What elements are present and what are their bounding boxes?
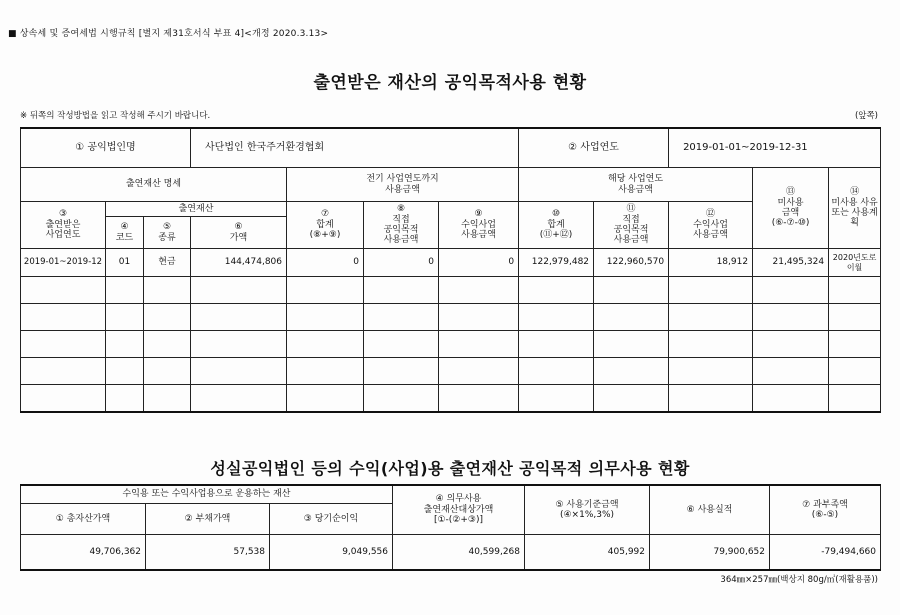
current-year-usage-header: 해당 사업연도 사용금액 bbox=[519, 168, 753, 202]
cell-curr-total: 122,979,482 bbox=[519, 249, 594, 277]
obligation-header: ④ 의무사용 출연재산대상가액 [①-(②+③)] bbox=[393, 485, 525, 535]
total-assets-header: ① 총자산가액 bbox=[21, 504, 146, 535]
table-row bbox=[21, 331, 881, 358]
unused-amount-header: ⑬ 미사용 금액 (⑥-⑦-⑩) bbox=[753, 168, 829, 249]
cell-curr-profit: 18,912 bbox=[669, 249, 753, 277]
cell-actual: 79,900,652 bbox=[650, 535, 770, 571]
table-row bbox=[21, 249, 881, 277]
net-income-header: ③ 당기순이익 bbox=[270, 504, 393, 535]
unused-reason-header: ⑭ 미사용 사유 또는 사용계획 bbox=[829, 168, 881, 249]
curr-direct-header: ⑪ 직접 공익목적 사용금액 bbox=[594, 202, 669, 249]
cell-reason: 2020년도로 이월 bbox=[829, 249, 881, 277]
prev-year-usage-header: 전기 사업연도까지 사용금액 bbox=[287, 168, 519, 202]
assets-group-header: 수익용 또는 수익사업용으로 운용하는 재산 bbox=[21, 485, 393, 504]
table-row bbox=[21, 358, 881, 385]
cell-code: 01 bbox=[106, 249, 144, 277]
cell-obligation: 40,599,268 bbox=[393, 535, 525, 571]
cell-liabilities: 57,538 bbox=[146, 535, 270, 571]
prev-direct-header: ⑧ 직접 공익목적 사용금액 bbox=[364, 202, 439, 249]
liabilities-header: ② 부채가액 bbox=[146, 504, 270, 535]
section-title: 성실공익법인 등의 수익(사업)용 출연재산 공익목적 의무사용 현황 bbox=[210, 459, 690, 478]
cell-prev-profit: 0 bbox=[439, 249, 519, 277]
table-row bbox=[21, 385, 881, 413]
fiscal-year-value: 2019-01-01~2019-12-31 bbox=[669, 128, 881, 168]
type-header: ⑤ 종류 bbox=[144, 217, 191, 249]
cell-curr-direct: 122,960,570 bbox=[594, 249, 669, 277]
donation-year-header: ③ 출연받은 사업연도 bbox=[21, 202, 106, 249]
cell-excess: -79,494,660 bbox=[770, 535, 881, 571]
curr-total-header: ⑩ 합계 (⑪+⑫) bbox=[519, 202, 594, 249]
cell-prev-total: 0 bbox=[287, 249, 364, 277]
obligation-usage-table bbox=[20, 484, 881, 571]
prev-profit-header: ⑨ 수익사업 사용금액 bbox=[439, 202, 519, 249]
cell-prev-direct: 0 bbox=[364, 249, 439, 277]
curr-profit-header: ⑫ 수익사업 사용금액 bbox=[669, 202, 753, 249]
cell-value: 144,474,806 bbox=[191, 249, 287, 277]
instruction-note: ※ 뒤쪽의 작성방법을 읽고 작성해 주시기 바랍니다. bbox=[20, 111, 211, 121]
cell-net-income: 9,049,556 bbox=[270, 535, 393, 571]
donation-details-header: 출연재산 명세 bbox=[21, 168, 287, 202]
cell-standard: 405,992 bbox=[525, 535, 650, 571]
cell-year: 2019-01~2019-12 bbox=[21, 249, 106, 277]
page-side-label: (앞쪽) bbox=[854, 111, 878, 121]
excess-shortage-header: ⑦ 과부족액 (⑥-⑤) bbox=[770, 485, 881, 535]
paper-spec-footer: 364㎜×257㎜(백상지 80g/㎡(재활용품)) bbox=[720, 575, 878, 585]
page-title: 출연받은 재산의 공익목적사용 현황 bbox=[313, 73, 587, 93]
value-header: ⑥ 가액 bbox=[191, 217, 287, 249]
donated-property-header: 출연재산 bbox=[106, 202, 287, 217]
standard-amount-header: ⑤ 사용기준금액 (④×1%,3%) bbox=[525, 485, 650, 535]
entity-name-value: 사단법인 한국주거환경협회 bbox=[191, 128, 519, 168]
table-row bbox=[21, 535, 881, 571]
code-header: ④ 코드 bbox=[106, 217, 144, 249]
prev-total-header: ⑦ 합계 (⑧+⑨) bbox=[287, 202, 364, 249]
actual-usage-header: ⑥ 사용실적 bbox=[650, 485, 770, 535]
cell-total-assets: 49,706,362 bbox=[21, 535, 146, 571]
fiscal-year-label: ② 사업연도 bbox=[519, 128, 669, 168]
form-header-note: ■ 상속세 및 증여세법 시행규칙 [별지 제31호서식 부표 4]<개정 2020.3.13> bbox=[8, 29, 329, 39]
table-row bbox=[21, 304, 881, 331]
entity-name-label: ① 공익법인명 bbox=[21, 128, 191, 168]
table-row bbox=[21, 277, 881, 304]
cell-type: 현금 bbox=[144, 249, 191, 277]
cell-unused: 21,495,324 bbox=[753, 249, 829, 277]
donation-usage-table bbox=[20, 127, 881, 413]
